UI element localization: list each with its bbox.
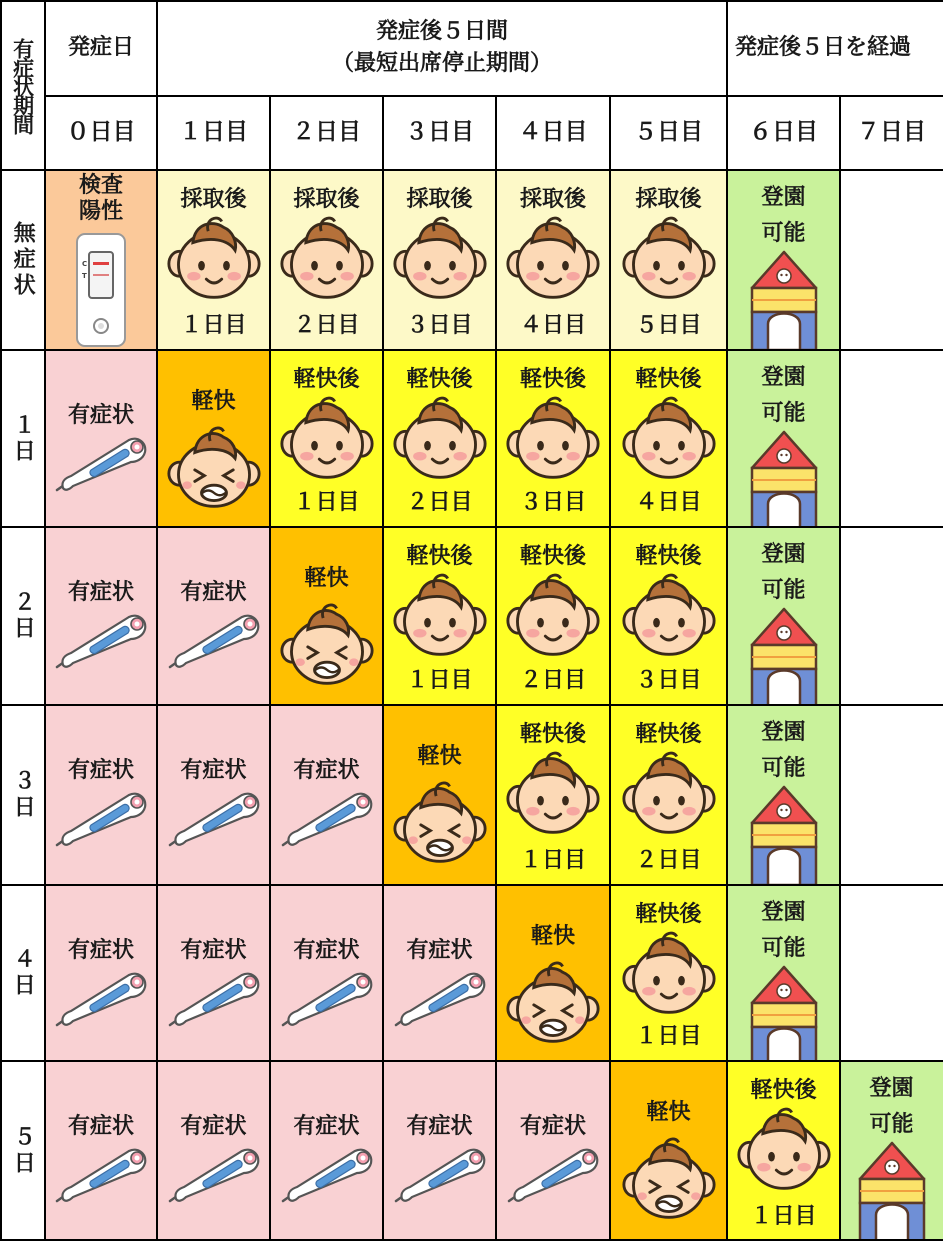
attendance-ok-cell (727, 705, 840, 885)
happy-baby-icon (621, 390, 717, 486)
thermometer-wrapper (51, 967, 151, 1035)
nursery-wrapper (746, 963, 822, 1061)
five-day-header-line1: 発症後５日間 (375, 19, 508, 45)
test-kit-wrapper (71, 230, 131, 350)
symptomatic-cell (45, 350, 157, 527)
symptomatic-label: 有症状 (67, 580, 134, 605)
empty-cell (840, 885, 943, 1061)
day-header-3: ３日目 (383, 96, 496, 170)
relief-after-cell (610, 885, 727, 1061)
nursery-house-icon (746, 783, 822, 885)
happy-baby-icon (279, 210, 375, 306)
onset-day-header: 発症日 (45, 0, 157, 96)
happy-baby-icon (621, 925, 717, 1021)
col-divider-4 (609, 96, 611, 1241)
happy-baby-icon (621, 210, 717, 306)
happy-baby-icon (621, 567, 717, 663)
table-border-left (0, 0, 2, 1241)
baby-wrapper (505, 210, 601, 310)
cell-top-label: 軽快後 (406, 544, 473, 569)
after-five-header (727, 0, 943, 96)
crying-baby-wrapper (392, 773, 488, 873)
table-border-top (0, 0, 943, 2)
relief-cell (496, 885, 610, 1061)
cell-top-label: 軽快後 (635, 902, 702, 927)
thermometer-icon (390, 967, 490, 1031)
thermometer-wrapper (390, 967, 490, 1035)
thermometer-wrapper (51, 432, 151, 500)
day-count-label: １日目 (635, 1024, 702, 1049)
day-count-label: ２日目 (519, 668, 586, 693)
crying-baby-icon (505, 953, 601, 1049)
happy-baby-icon (736, 1101, 832, 1197)
test-label-line1: 検査 (78, 173, 123, 198)
thermometer-icon (51, 967, 151, 1031)
day-count-label: ３日目 (635, 668, 702, 693)
relief-cell (610, 1061, 727, 1241)
thermometer-wrapper (277, 1143, 377, 1211)
thermometer-icon (390, 1143, 490, 1207)
day-count-label: ４日目 (635, 490, 702, 515)
thermometer-icon (164, 609, 264, 673)
day-header-0: ０日目 (45, 96, 157, 170)
cell-top-label: 軽快後 (519, 367, 586, 392)
test-label-line2: 陽性 (78, 199, 123, 224)
col-divider-0 (156, 0, 158, 1241)
col-divider-6 (839, 96, 841, 1241)
crying-baby-icon (166, 418, 262, 514)
day-count-label: １日目 (750, 1204, 817, 1229)
day-count-label: ３日目 (519, 490, 586, 515)
col-divider-5 (726, 0, 728, 1241)
attend-label-line2: 可能 (761, 401, 806, 426)
svg-text:T: T (82, 272, 87, 280)
thermometer-icon (164, 1143, 264, 1207)
crying-baby-wrapper (166, 418, 262, 518)
nursery-house-icon (746, 248, 822, 350)
baby-wrapper (392, 390, 488, 490)
test-kit-icon (71, 230, 131, 350)
thermometer-wrapper (51, 1143, 151, 1211)
day-count-label: １日目 (180, 313, 247, 338)
after-five-header-label: 発症後５日を経過 (735, 35, 912, 61)
thermometer-icon (277, 1143, 377, 1207)
row-divider-3 (0, 884, 943, 886)
nursery-house-icon (746, 428, 822, 527)
relief-label: 軽快 (530, 924, 575, 949)
corner-header (0, 0, 45, 170)
nursery-wrapper (746, 248, 822, 350)
attend-label-line2: 可能 (869, 1112, 914, 1137)
test-positive-cell (45, 170, 157, 350)
symptomatic-cell (270, 705, 383, 885)
baby-wrapper (621, 925, 717, 1025)
relief-cell (157, 350, 270, 527)
attend-label-line1: 登園 (761, 720, 806, 745)
thermometer-wrapper (277, 967, 377, 1035)
row-label-4 (0, 885, 45, 1061)
relief-after-cell (727, 1061, 840, 1241)
row-label-5 (0, 1061, 45, 1241)
attendance-ok-cell (727, 170, 840, 350)
baby-wrapper (621, 745, 717, 845)
symptomatic-label: 有症状 (67, 1114, 134, 1139)
baby-wrapper (505, 745, 601, 845)
symptomatic-label: 有症状 (406, 938, 473, 963)
row-divider-4 (0, 1060, 943, 1062)
thermometer-icon (164, 967, 264, 1031)
symptomatic-cell (157, 1061, 270, 1241)
cell-top-label: 軽快後 (750, 1078, 817, 1103)
crying-baby-icon (621, 1129, 717, 1225)
relief-label: 軽快 (417, 744, 462, 769)
symptomatic-cell (45, 1061, 157, 1241)
day-header-7: ７日目 (840, 96, 943, 170)
cell-top-label: 軽快後 (635, 544, 702, 569)
thermometer-icon (51, 609, 151, 673)
symptomatic-label: 有症状 (67, 758, 134, 783)
relief-after-cell (496, 350, 610, 527)
symptomatic-label: 有症状 (519, 1114, 586, 1139)
relief-after-cell (496, 527, 610, 705)
relief-after-cell (496, 705, 610, 885)
day-count-label: １日目 (293, 490, 360, 515)
collected-after-cell (610, 170, 727, 350)
baby-wrapper (392, 210, 488, 310)
row-label-text: ５日 (10, 1125, 36, 1177)
baby-wrapper (505, 567, 601, 667)
cell-top-label: 軽快後 (406, 367, 473, 392)
crying-baby-wrapper (279, 595, 375, 695)
symptomatic-label: 有症状 (67, 403, 134, 428)
col-divider-3 (495, 96, 497, 1241)
baby-wrapper (166, 210, 262, 310)
attend-label-line2: 可能 (761, 756, 806, 781)
baby-wrapper (279, 210, 375, 310)
col-divider-2 (382, 96, 384, 1241)
nursery-wrapper (854, 1139, 930, 1241)
happy-baby-icon (392, 210, 488, 306)
baby-wrapper (621, 390, 717, 490)
thermometer-wrapper (164, 787, 264, 855)
svg-text:C: C (82, 260, 88, 268)
baby-wrapper (736, 1101, 832, 1201)
symptomatic-cell (496, 1061, 610, 1241)
happy-baby-icon (621, 745, 717, 841)
attend-label-line1: 登園 (869, 1076, 914, 1101)
attendance-ok-cell (727, 885, 840, 1061)
happy-baby-icon (505, 567, 601, 663)
relief-after-cell (383, 350, 496, 527)
happy-baby-icon (392, 567, 488, 663)
row-label-3 (0, 705, 45, 885)
row-label-text: ４日 (10, 947, 36, 999)
attend-label-line1: 登園 (761, 185, 806, 210)
symptomatic-label: 有症状 (293, 938, 360, 963)
cell-top-label: 採取後 (406, 187, 473, 212)
day-header-4: ４日目 (496, 96, 610, 170)
thermometer-icon (277, 787, 377, 851)
attendance-ok-cell (727, 527, 840, 705)
day-count-label: ３日目 (406, 313, 473, 338)
relief-after-cell (383, 527, 496, 705)
symptomatic-cell (383, 885, 496, 1061)
baby-wrapper (621, 210, 717, 310)
symptomatic-label: 有症状 (180, 1114, 247, 1139)
day-header-6: ６日目 (727, 96, 840, 170)
thermometer-icon (277, 967, 377, 1031)
row-label-0 (0, 170, 45, 350)
relief-after-cell (610, 527, 727, 705)
crying-baby-wrapper (505, 953, 601, 1053)
relief-after-cell (270, 350, 383, 527)
row-label-text: ３日 (10, 769, 36, 821)
happy-baby-icon (505, 390, 601, 486)
thermometer-wrapper (503, 1143, 603, 1211)
day-count-label: ２日目 (293, 313, 360, 338)
five-day-header-line2: （最短出席停止期間） (331, 51, 552, 76)
attend-label-line1: 登園 (761, 365, 806, 390)
symptomatic-label: 有症状 (293, 758, 360, 783)
header-divider (45, 95, 943, 97)
attend-label-line1: 登園 (761, 900, 806, 925)
symptomatic-cell (383, 1061, 496, 1241)
attend-label-line2: 可能 (761, 578, 806, 603)
empty-cell (840, 527, 943, 705)
col-divider-1 (269, 96, 271, 1241)
relief-after-cell (610, 350, 727, 527)
col-divider-label (44, 0, 46, 1241)
happy-baby-icon (392, 390, 488, 486)
collected-after-cell (270, 170, 383, 350)
attend-label-line2: 可能 (761, 936, 806, 961)
empty-cell (840, 170, 943, 350)
day-count-label: １日目 (406, 668, 473, 693)
nursery-wrapper (746, 605, 822, 705)
symptomatic-cell (45, 705, 157, 885)
thermometer-wrapper (277, 787, 377, 855)
baby-wrapper (392, 567, 488, 667)
row-divider-1 (0, 526, 943, 528)
cell-top-label: 採取後 (293, 187, 360, 212)
day-header-5: ５日目 (610, 96, 727, 170)
crying-baby-wrapper (621, 1129, 717, 1229)
cell-top-label: 軽快後 (293, 367, 360, 392)
relief-label: 軽快 (646, 1100, 691, 1125)
thermometer-wrapper (164, 1143, 264, 1211)
nursery-house-icon (746, 963, 822, 1061)
symptomatic-cell (270, 885, 383, 1061)
row-label-text: ２日 (10, 590, 36, 642)
baby-wrapper (505, 390, 601, 490)
cell-top-label: 軽快後 (519, 544, 586, 569)
symptomatic-cell (45, 885, 157, 1061)
day-count-label: ２日目 (406, 490, 473, 515)
thermometer-wrapper (51, 609, 151, 677)
thermometer-icon (503, 1143, 603, 1207)
symptomatic-label: 有症状 (67, 938, 134, 963)
thermometer-wrapper (164, 609, 264, 677)
attendance-ok-cell (727, 350, 840, 527)
row-divider-0 (0, 349, 943, 351)
symptomatic-cell (157, 705, 270, 885)
symptomatic-label: 有症状 (406, 1114, 473, 1139)
symptomatic-label: 有症状 (293, 1114, 360, 1139)
day-header-1: １日目 (157, 96, 270, 170)
thermometer-wrapper (51, 787, 151, 855)
nursery-house-icon (746, 605, 822, 705)
symptomatic-cell (270, 1061, 383, 1241)
collected-after-cell (496, 170, 610, 350)
symptomatic-label: 有症状 (180, 580, 247, 605)
relief-after-cell (610, 705, 727, 885)
empty-cell (840, 350, 943, 527)
attend-label-line2: 可能 (761, 221, 806, 246)
crying-baby-icon (392, 773, 488, 869)
empty-cell (840, 705, 943, 885)
thermometer-icon (164, 787, 264, 851)
row-label-text: １日 (10, 412, 36, 465)
cell-top-label: 軽快後 (635, 367, 702, 392)
day-header-2: ２日目 (270, 96, 383, 170)
symptomatic-cell (45, 527, 157, 705)
attendance-ok-cell (840, 1061, 943, 1241)
nursery-house-icon (854, 1139, 930, 1241)
happy-baby-icon (166, 210, 262, 306)
cell-top-label: 採取後 (635, 187, 702, 212)
crying-baby-icon (279, 595, 375, 691)
collected-after-cell (157, 170, 270, 350)
happy-baby-icon (505, 210, 601, 306)
day-count-label: １日目 (519, 848, 586, 873)
symptomatic-label: 有症状 (180, 758, 247, 783)
row-label-text: 無症状 (10, 221, 36, 299)
collected-after-cell (383, 170, 496, 350)
day-count-label: ５日目 (635, 313, 702, 338)
nursery-wrapper (746, 783, 822, 885)
relief-cell (383, 705, 496, 885)
symptomatic-cell (157, 527, 270, 705)
row-divider-2 (0, 704, 943, 706)
symptomatic-label: 有症状 (180, 938, 247, 963)
symptomatic-cell (157, 885, 270, 1061)
day-count-label: ４日目 (519, 313, 586, 338)
cell-top-label: 採取後 (180, 187, 247, 212)
thermometer-icon (51, 787, 151, 851)
thermometer-wrapper (164, 967, 264, 1035)
nursery-wrapper (746, 428, 822, 527)
attend-label-line1: 登園 (761, 542, 806, 567)
relief-label: 軽快 (191, 389, 236, 414)
happy-baby-icon (279, 390, 375, 486)
header-bottom-border (0, 169, 943, 171)
cell-top-label: 軽快後 (635, 722, 702, 747)
relief-label: 軽快 (304, 566, 349, 591)
thermometer-icon (51, 1143, 151, 1207)
thermometer-icon (51, 432, 151, 496)
row-label-1 (0, 350, 45, 527)
cell-top-label: 軽快後 (519, 722, 586, 747)
baby-wrapper (279, 390, 375, 490)
row-label-2 (0, 527, 45, 705)
cell-top-label: 採取後 (519, 187, 586, 212)
happy-baby-icon (505, 745, 601, 841)
corner-header-label: 有症状期間 (10, 37, 35, 133)
day-count-label: ２日目 (635, 848, 702, 873)
relief-cell (270, 527, 383, 705)
five-day-header (157, 0, 727, 96)
thermometer-wrapper (390, 1143, 490, 1211)
baby-wrapper (621, 567, 717, 667)
